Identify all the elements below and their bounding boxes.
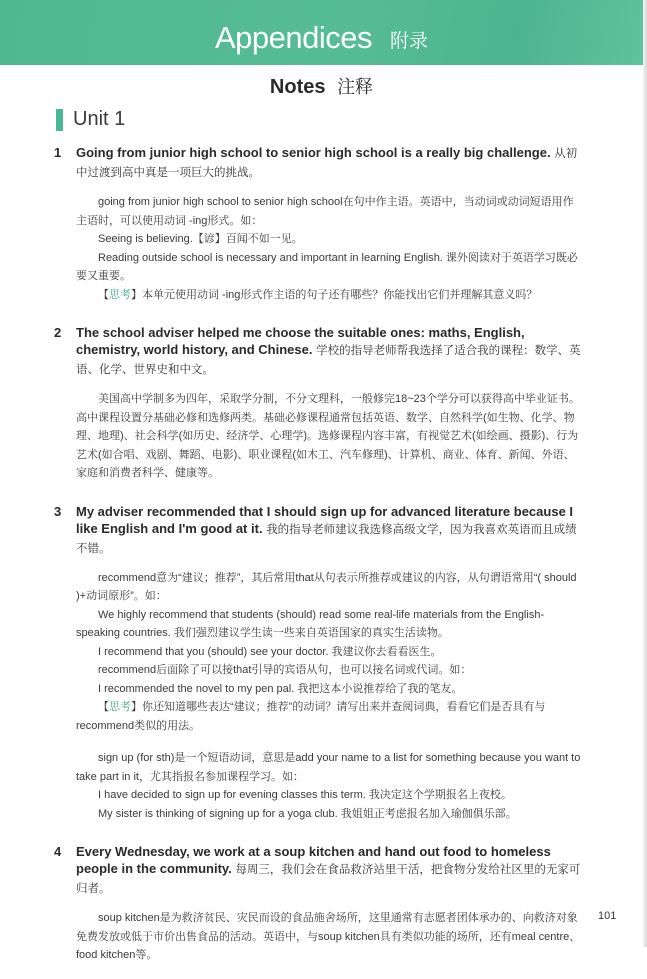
note-number: 1: [54, 145, 62, 160]
unit-heading: [56, 108, 125, 131]
example-sentence: I have decided to sign up for evening classes this term. 我决定这个学期报名上夜校。: [98, 789, 512, 801]
example-sentence: I recommended the novel to my pen pal. 我把这本小说推荐给了我的笔友。: [98, 682, 463, 695]
notes-content: [54, 144, 584, 979]
notes-title-en: Notes: [269, 76, 326, 98]
note-heading: [54, 324, 584, 379]
think-prompt: 【思考】你还知道哪些表达“建议；推荐”的动词？请写出来并查阅词典，看看它们是否具有与recommend类似的用法。: [76, 701, 546, 732]
example-sentence: Seeing is believing.【谚】百闻不如一见。: [98, 233, 303, 245]
explanation-paragraph: sign up (for sth)是一个短语动词，意思是add your name to a list for something because you want to take part in it，尤其指报名参加课程学习。如：: [76, 752, 581, 783]
note-2: [54, 324, 584, 483]
header-title-cn: 附录: [390, 31, 429, 52]
note-body: [54, 569, 584, 824]
explanation-paragraph: going from junior high school to senior high school在句中作主语。英语中，当动词或动词短语用作主语时，可以使用动词 -ing形式。如：: [76, 196, 574, 227]
note-body: [54, 193, 584, 304]
page-edge: [643, 0, 647, 947]
think-tag: 思考: [109, 701, 131, 713]
explanation-paragraph: recommend后面除了可以接that引导的宾语从句，也可以接名词或代词。如：: [98, 664, 472, 676]
unit-label: Unit 1: [73, 108, 126, 130]
think-tag: 思考: [109, 288, 131, 301]
header-band: [0, 0, 643, 65]
note-3: [54, 503, 584, 824]
note-number: 4: [54, 844, 62, 859]
note-4: [54, 843, 584, 965]
note-sentence-en: The school adviser helped me choose the suitable ones: maths, English, chemistry, world history, and Chinese.: [76, 325, 525, 357]
note-sentence-en: Every Wednesday, we work at a soup kitchen and hand out food to homeless people in the community.: [76, 844, 551, 876]
think-text: 本单元使用动词 -ing形式作主语的句子还有哪些？你能找出它们并理解其意义吗？: [142, 288, 538, 301]
example-sentence: We highly recommend that students (should) read some real-life materials from the English-speaking countries. 我们强烈建议学生读一些来自英语国家的真实生活读物。: [76, 608, 545, 639]
example-sentence: My sister is thinking of signing up for a yoga club. 我姐姐正考虑报名加入瑜伽俱乐部。: [98, 807, 517, 820]
note-sentence-en: Going from junior high school to senior high school is a really big challenge.: [76, 145, 551, 160]
think-text: 你还知道哪些表达“建议；推荐”的动词？请写出来并查阅词典，看看它们是否具有与recommend类似的用法。: [76, 701, 546, 732]
note-sentence-en: My adviser recommended that I should sign up for advanced literature because I like English and I'm good at it.: [76, 503, 574, 536]
explanation-paragraph: soup kitchen是为救济贫民、灾民而设的食品施舍场所，这里通常有志愿者团体承办的、向救济对象免费发放或低于市价出售食品的活动。英语中，与soup kitchen具有类似功能的场所，还有meal centre、food kitchen等。: [76, 912, 581, 961]
note-sentence-cn: 我的指导老师建议我选修高级文学，因为我喜欢英语而且成绩不错。: [76, 523, 577, 555]
note-heading: [54, 503, 584, 558]
note-heading: [54, 144, 584, 182]
note-number: 3: [54, 503, 62, 519]
notes-title: [0, 73, 643, 99]
page-number: 101: [598, 910, 617, 922]
note-sentence-cn: 每周三，我们会在食品救济站里干活，把食物分发给社区里的无家可归者。: [76, 864, 581, 895]
explanation-paragraph: recommend意为“建议；推荐”，其后常用that从句表示所推荐或建议的内容，从句谓语常用“( should )+动词原形”。如：: [76, 571, 577, 602]
explanation-paragraph: 美国高中学制多为四年，采取学分制，不分文理科，一般修完18~23个学分可以获得高中毕业证书。高中课程设置分基础必修和选修两类。基础必修课程通常包括英语、数学、自然科学(如生物、化学、物理、地理)、社会科学(如历史、经济学、心理学)。选修课程内容丰富，有视觉艺术(如绘画、摄影)、行为艺术(如合唱、戏剧、舞蹈、电影)、职业课程(如木工、汽车修理)、计算机、商业、体育、新闻、外语、家庭和消费者科学、健康等。: [76, 393, 580, 479]
header-title: Appendices: [214, 19, 372, 55]
unit-marker-bar: [56, 109, 63, 131]
note-sentence-cn: 从初中过渡到高中真是一项巨大的挑战。: [76, 148, 578, 179]
notes-title-cn: 注释: [337, 77, 374, 97]
note-heading: [54, 843, 584, 898]
note-body: [54, 390, 584, 483]
example-sentence: I recommend that you (should) see your doctor. 我建议你去看看医生。: [98, 645, 442, 658]
note-sentence-cn: 学校的指导老师帮我选择了适合我的课程：数学、英语、化学、世界史和中文。: [76, 345, 581, 376]
note-body: [54, 909, 584, 965]
note-1: [54, 144, 584, 304]
think-prompt: 【思考】本单元使用动词 -ing形式作主语的句子还有哪些？你能找出它们并理解其意义吗？: [98, 288, 538, 301]
note-number: 2: [54, 325, 62, 340]
example-sentence: Reading outside school is necessary and important in learning English. 课外阅读对于英语学习既必要又重要。: [76, 251, 578, 282]
